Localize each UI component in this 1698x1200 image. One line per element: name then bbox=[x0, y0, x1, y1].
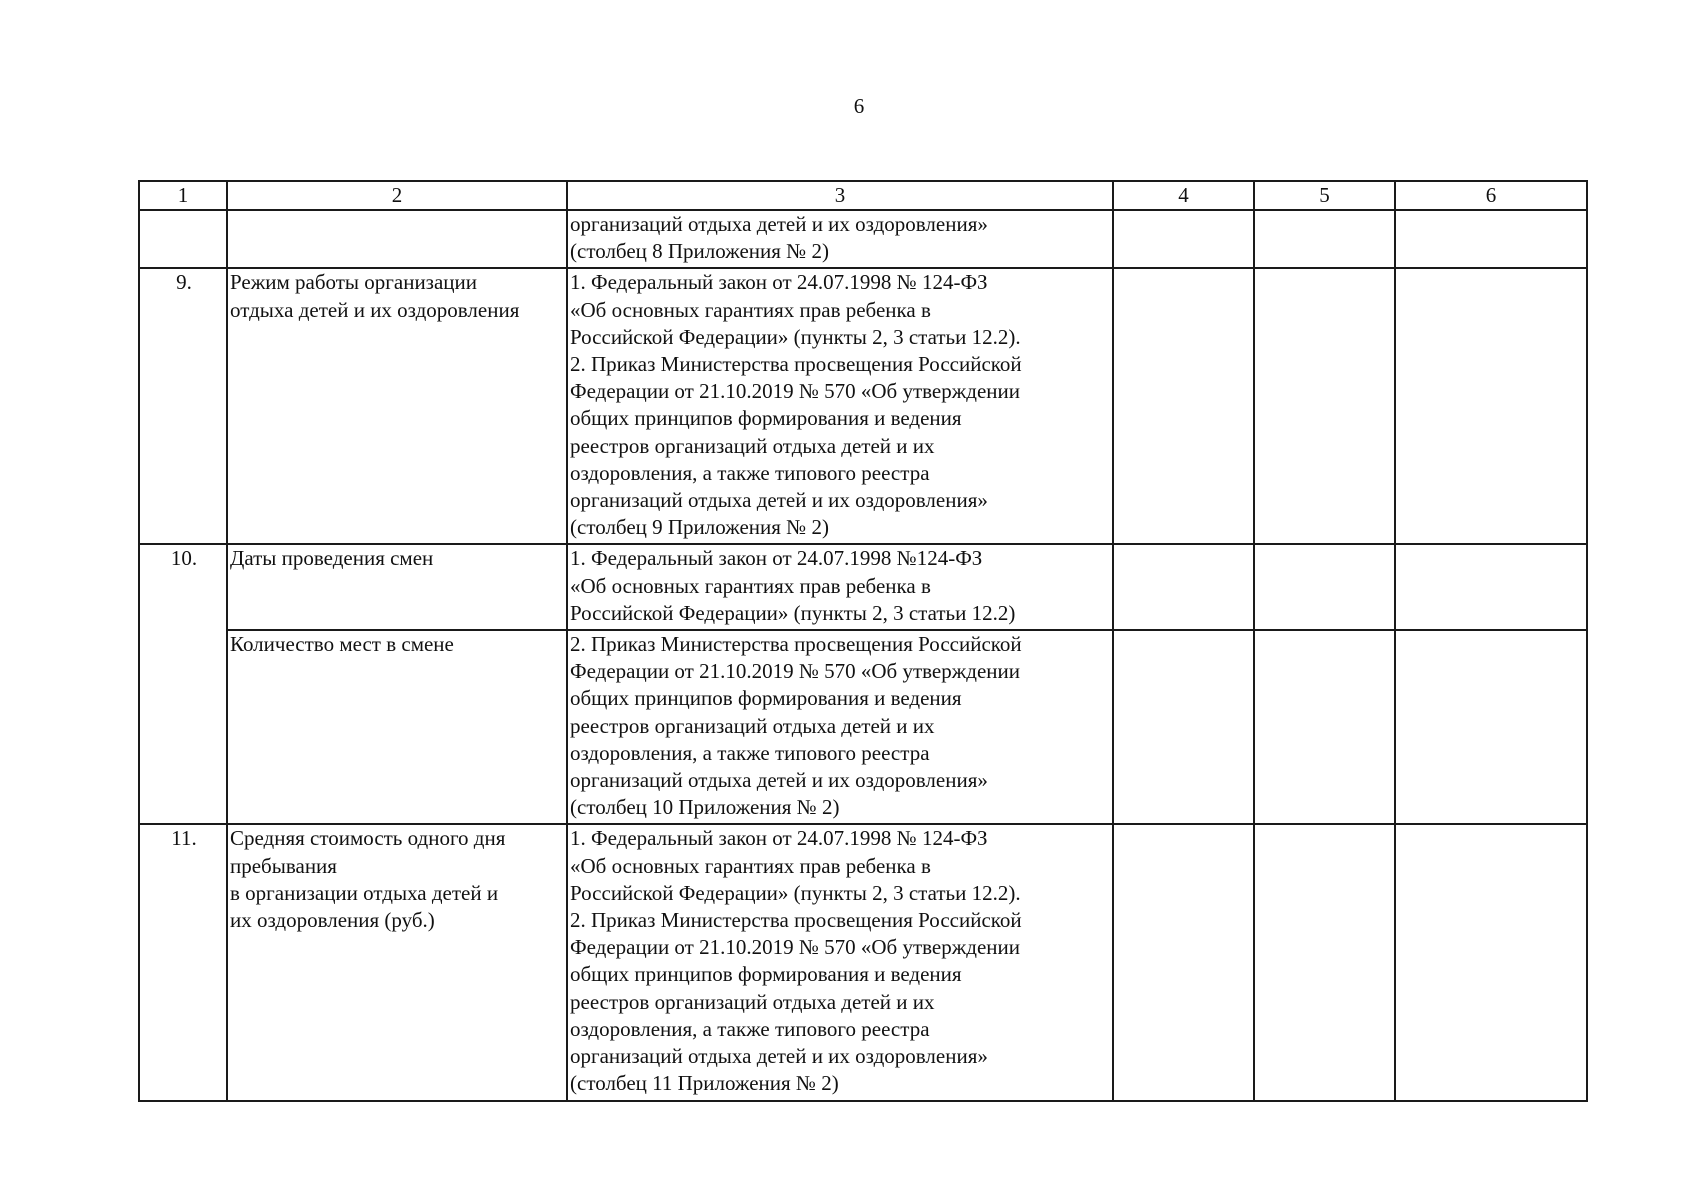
indicator-name-cell bbox=[227, 824, 567, 1100]
cell-text-line: Российской Федерации» (пункты 2, 3 статьи 12.2). bbox=[570, 880, 1021, 905]
cell-text-line: 2. Приказ Министерства просвещения Российской bbox=[570, 908, 1022, 933]
empty-cell bbox=[1113, 544, 1254, 630]
table-row bbox=[139, 210, 1587, 268]
header-cell: 2 bbox=[227, 181, 567, 210]
cell-text-line: Федерации от 21.10.2019 № 570 «Об утверждении bbox=[570, 935, 1020, 960]
header-cell: 1 bbox=[139, 181, 227, 210]
legal-source-cell bbox=[567, 210, 1113, 268]
empty-cell bbox=[1113, 210, 1254, 268]
indicator-name-cell bbox=[227, 544, 567, 630]
row-number-cell: 10. bbox=[139, 544, 227, 824]
legal-source-cell bbox=[567, 824, 1113, 1100]
cell-text-line: «Об основных гарантиях прав ребенка в bbox=[570, 853, 931, 878]
cell-text-line: реестров организаций отдыха детей и их bbox=[570, 433, 935, 458]
cell-text-line: Количество мест в смене bbox=[230, 632, 454, 657]
cell-text-line: 1. Федеральный закон от 24.07.1998 № 124-ФЗ bbox=[570, 270, 988, 295]
cell-text-line: реестров организаций отдыха детей и их bbox=[570, 989, 935, 1014]
cell-text-line: оздоровления, а также типового реестра bbox=[570, 460, 930, 485]
cell-text-line: организаций отдыха детей и их оздоровления» bbox=[570, 768, 988, 793]
empty-cell bbox=[1113, 268, 1254, 544]
cell-text-line: Федерации от 21.10.2019 № 570 «Об утверждении bbox=[570, 659, 1020, 684]
empty-cell bbox=[1113, 630, 1254, 824]
cell-text-line: Российской Федерации» (пункты 2, 3 статьи 12.2). bbox=[570, 324, 1021, 349]
empty-cell bbox=[1395, 630, 1587, 824]
cell-text-line: (столбец 10 Приложения № 2) bbox=[570, 795, 840, 820]
cell-text-line: в организации отдыха детей и bbox=[230, 880, 499, 905]
page-number: 6 bbox=[853, 94, 865, 118]
header-cell: 6 bbox=[1395, 181, 1587, 210]
legal-source-cell bbox=[567, 544, 1113, 630]
table-header-row bbox=[139, 181, 1587, 210]
cell-text-line: (столбец 8 Приложения № 2) bbox=[570, 239, 829, 264]
indicator-name-cell bbox=[227, 630, 567, 824]
cell-text-line: (столбец 11 Приложения № 2) bbox=[570, 1071, 839, 1096]
cell-text-line: организаций отдыха детей и их оздоровления» bbox=[570, 212, 988, 236]
cell-text-line: Средняя стоимость одного дня bbox=[230, 826, 506, 851]
cell-text-line: «Об основных гарантиях прав ребенка в bbox=[570, 297, 931, 322]
row-number-cell: 9. bbox=[139, 268, 227, 544]
cell-text-line: организаций отдыха детей и их оздоровления» bbox=[570, 488, 988, 513]
header-cell: 5 bbox=[1254, 181, 1395, 210]
row-number-cell bbox=[139, 210, 227, 268]
cell-text-line: общих принципов формирования и ведения bbox=[570, 406, 962, 431]
empty-cell bbox=[1395, 544, 1587, 630]
cell-text-line: оздоровления, а также типового реестра bbox=[570, 740, 930, 765]
empty-cell bbox=[1254, 824, 1395, 1100]
empty-cell bbox=[1395, 268, 1587, 544]
cell-text-line: общих принципов формирования и ведения bbox=[570, 686, 962, 711]
empty-cell bbox=[1254, 630, 1395, 824]
cell-text-line: Российской Федерации» (пункты 2, 3 статьи 12.2) bbox=[570, 600, 1016, 625]
table-row bbox=[139, 630, 1587, 824]
indicator-name-cell bbox=[227, 268, 567, 544]
cell-text-line: (столбец 9 Приложения № 2) bbox=[570, 515, 829, 540]
cell-text-line: оздоровления, а также типового реестра bbox=[570, 1016, 930, 1041]
cell-text-line: Режим работы организации bbox=[230, 270, 478, 295]
table-row bbox=[139, 268, 1587, 544]
cell-text-line: 1. Федеральный закон от 24.07.1998 № 124-ФЗ bbox=[570, 826, 988, 851]
legal-source-cell bbox=[567, 630, 1113, 824]
cell-text-line: Даты проведения смен bbox=[230, 546, 434, 571]
empty-cell bbox=[1395, 824, 1587, 1100]
cell-text-line: 2. Приказ Министерства просвещения Российской bbox=[570, 632, 1022, 657]
empty-cell bbox=[1254, 268, 1395, 544]
table-row bbox=[139, 544, 1587, 630]
cell-text-line: 1. Федеральный закон от 24.07.1998 №124-ФЗ bbox=[570, 546, 983, 571]
header-cell: 4 bbox=[1113, 181, 1254, 210]
legal-source-cell bbox=[567, 268, 1113, 544]
cell-text-line: реестров организаций отдыха детей и их bbox=[570, 713, 935, 738]
cell-text-line: «Об основных гарантиях прав ребенка в bbox=[570, 573, 931, 598]
document-table bbox=[138, 180, 1588, 1102]
empty-cell bbox=[1254, 210, 1395, 268]
cell-text-line: организаций отдыха детей и их оздоровления» bbox=[570, 1044, 988, 1069]
empty-cell bbox=[1254, 544, 1395, 630]
cell-text-line: их оздоровления (руб.) bbox=[230, 908, 435, 933]
cell-text-line: Федерации от 21.10.2019 № 570 «Об утверждении bbox=[570, 379, 1020, 404]
empty-cell bbox=[1395, 210, 1587, 268]
cell-text-line: 2. Приказ Министерства просвещения Российской bbox=[570, 352, 1022, 377]
indicator-name-cell bbox=[227, 210, 567, 268]
cell-text-line: пребывания bbox=[230, 853, 337, 878]
cell-text-line: общих принципов формирования и ведения bbox=[570, 962, 962, 987]
row-number-cell: 11. bbox=[139, 824, 227, 1100]
empty-cell bbox=[1113, 824, 1254, 1100]
header-cell: 3 bbox=[567, 181, 1113, 210]
cell-text-line: отдыха детей и их оздоровления bbox=[230, 297, 520, 322]
table-row bbox=[139, 824, 1587, 1100]
